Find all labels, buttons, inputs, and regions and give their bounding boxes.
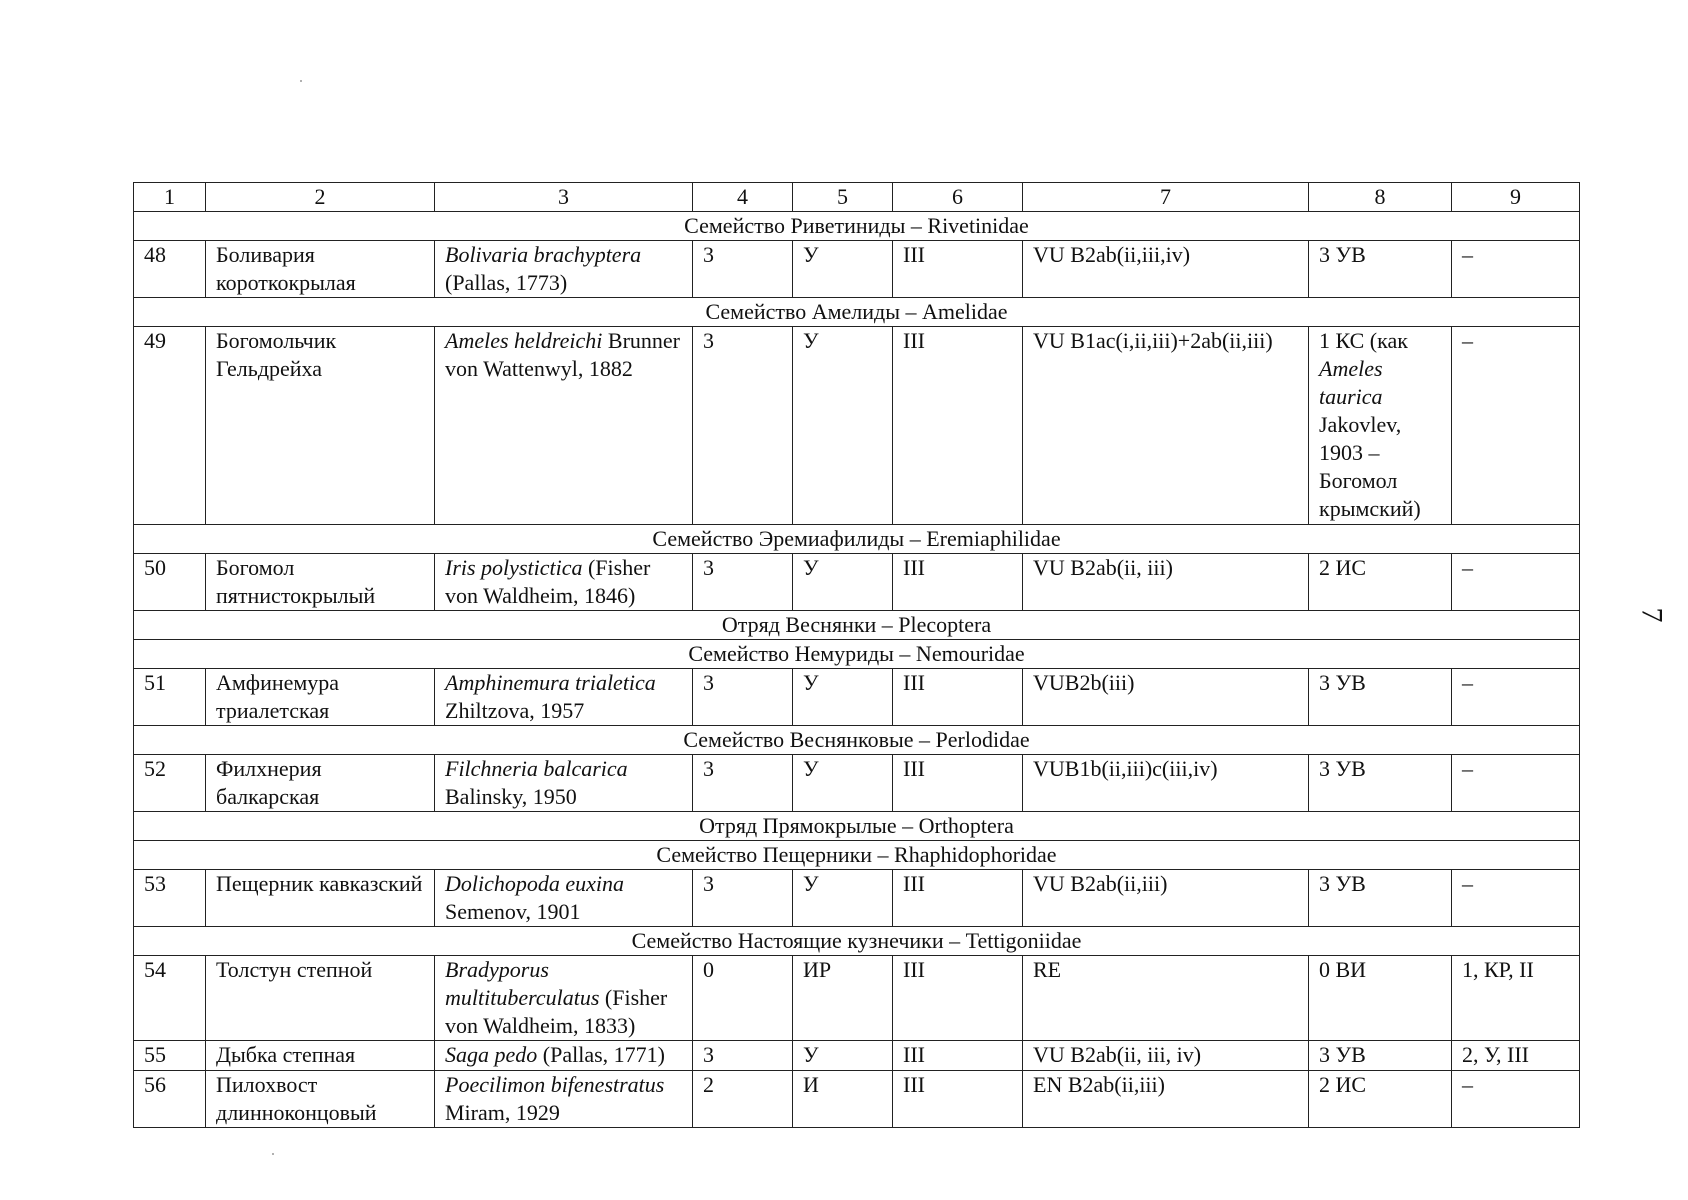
section-row xyxy=(134,812,1580,841)
latin-name-cell xyxy=(435,554,693,611)
cell-col6: III xyxy=(893,669,1023,726)
cell-col6: III xyxy=(893,956,1023,1041)
page-number: 7 xyxy=(1635,607,1669,623)
latin-name: Amphinemura trialetica xyxy=(445,670,656,695)
section-heading: Семейство Веснянковые – Perlodidae xyxy=(134,726,1580,755)
russian-name: Богомол пятнистокрылый xyxy=(206,554,435,611)
cell-col5: У xyxy=(793,554,893,611)
author-citation: Miram, 1929 xyxy=(445,1100,560,1125)
row-number: 52 xyxy=(134,755,206,812)
cell-col9: – xyxy=(1452,870,1580,927)
table-row xyxy=(134,669,1580,726)
cell-col9: 2, У, III xyxy=(1452,1041,1580,1071)
table-row xyxy=(134,327,1580,525)
cell-col4: 0 xyxy=(693,956,793,1041)
scan-speck xyxy=(300,80,302,82)
synonym-latin-name: Ameles taurica xyxy=(1319,356,1383,409)
author-citation: (Pallas, 1773) xyxy=(445,270,568,295)
section-row xyxy=(134,640,1580,669)
cell-col8: 2 ИС xyxy=(1309,554,1452,611)
russian-name: Богомольчик Гельдрейха xyxy=(206,327,435,525)
cell-col4: 3 xyxy=(693,241,793,298)
cell-col9: 1, КР, II xyxy=(1452,956,1580,1041)
cell-col7: RE xyxy=(1023,956,1309,1041)
cell-col8: 3 УВ xyxy=(1309,669,1452,726)
synonym-author: Jakovlev, 1903 – Богомол крымский) xyxy=(1319,412,1421,521)
row-number: 48 xyxy=(134,241,206,298)
cell-col7: VU B2ab(ii, iii) xyxy=(1023,554,1309,611)
cell-col9: – xyxy=(1452,241,1580,298)
section-row xyxy=(134,726,1580,755)
cell-col7: VUB2b(iii) xyxy=(1023,669,1309,726)
cell-col4: 3 xyxy=(693,1041,793,1071)
cell-col8 xyxy=(1309,327,1452,525)
author-citation: Zhiltzova, 1957 xyxy=(445,698,585,723)
latin-name-cell xyxy=(435,241,693,298)
latin-name: Poecilimon bifenestratus xyxy=(445,1072,665,1097)
column-header: 6 xyxy=(893,183,1023,212)
cell-col4: 3 xyxy=(693,755,793,812)
section-row xyxy=(134,841,1580,870)
latin-name-cell xyxy=(435,1041,693,1071)
column-header: 8 xyxy=(1309,183,1452,212)
cell-col6: III xyxy=(893,327,1023,525)
cell-col6: III xyxy=(893,1041,1023,1071)
table-row xyxy=(134,870,1580,927)
author-citation: (Pallas, 1771) xyxy=(542,1042,665,1067)
cell-col5: И xyxy=(793,1071,893,1128)
cell-col9: – xyxy=(1452,327,1580,525)
cell-col8: 3 УВ xyxy=(1309,241,1452,298)
column-header: 7 xyxy=(1023,183,1309,212)
column-number-row xyxy=(134,183,1580,212)
row-number: 54 xyxy=(134,956,206,1041)
scan-speck xyxy=(272,1153,274,1155)
column-header: 4 xyxy=(693,183,793,212)
cell-col6: III xyxy=(893,755,1023,812)
table-row xyxy=(134,1041,1580,1071)
section-heading: Семейство Риветиниды – Rivetinidae xyxy=(134,212,1580,241)
latin-name: Filchneria balcarica xyxy=(445,756,628,781)
cell-col6: III xyxy=(893,554,1023,611)
cell-col6: III xyxy=(893,870,1023,927)
cell-col5: У xyxy=(793,327,893,525)
cell-col4: 2 xyxy=(693,1071,793,1128)
cell-col8: 3 УВ xyxy=(1309,1041,1452,1071)
cell-col8: 0 ВИ xyxy=(1309,956,1452,1041)
column-header: 5 xyxy=(793,183,893,212)
russian-name: Толстун степной xyxy=(206,956,435,1041)
cell-col7: VU B1ac(i,ii,iii)+2ab(ii,iii) xyxy=(1023,327,1309,525)
latin-name-cell xyxy=(435,870,693,927)
latin-name-cell xyxy=(435,669,693,726)
author-citation: (Fisher von Waldheim, 1846) xyxy=(445,555,651,608)
russian-name: Амфинемура триалетская xyxy=(206,669,435,726)
row-number: 49 xyxy=(134,327,206,525)
row-number: 50 xyxy=(134,554,206,611)
cell-col7: VUB1b(ii,iii)c(iii,iv) xyxy=(1023,755,1309,812)
cell-col9: – xyxy=(1452,554,1580,611)
cell-col8: 3 УВ xyxy=(1309,870,1452,927)
section-heading: Семейство Немуриды – Nemouridae xyxy=(134,640,1580,669)
cell-col5: ИР xyxy=(793,956,893,1041)
cell-col9: – xyxy=(1452,1071,1580,1128)
section-heading: Семейство Амелиды – Amelidae xyxy=(134,298,1580,327)
cell-col9: – xyxy=(1452,755,1580,812)
cell-col9: – xyxy=(1452,669,1580,726)
section-row xyxy=(134,927,1580,956)
section-row xyxy=(134,611,1580,640)
row-number: 53 xyxy=(134,870,206,927)
cell-col4: 3 xyxy=(693,554,793,611)
russian-name: Филхнерия балкарская xyxy=(206,755,435,812)
cell-col5: У xyxy=(793,755,893,812)
order-heading: Отряд Прямокрылые – Orthoptera xyxy=(134,812,1580,841)
author-citation: Semenov, 1901 xyxy=(445,899,581,924)
cell-col6: III xyxy=(893,1071,1023,1128)
section-row xyxy=(134,212,1580,241)
latin-name-cell xyxy=(435,1071,693,1128)
row-number: 55 xyxy=(134,1041,206,1071)
cell-col7: VU B2ab(ii,iii,iv) xyxy=(1023,241,1309,298)
table-row xyxy=(134,554,1580,611)
cell-col4: 3 xyxy=(693,327,793,525)
cell-col6: III xyxy=(893,241,1023,298)
table-row xyxy=(134,956,1580,1041)
russian-name: Боливария короткокрылая xyxy=(206,241,435,298)
column-header: 2 xyxy=(206,183,435,212)
section-heading: Семейство Пещерники – Rhaphidophoridae xyxy=(134,841,1580,870)
cell-col7: VU B2ab(ii, iii, iv) xyxy=(1023,1041,1309,1071)
category-text: 1 КС (как xyxy=(1319,328,1408,353)
table-row xyxy=(134,1071,1580,1128)
cell-col5: У xyxy=(793,669,893,726)
section-heading: Семейство Настоящие кузнечики – Tettigoniidae xyxy=(134,927,1580,956)
latin-name-cell xyxy=(435,956,693,1041)
cell-col5: У xyxy=(793,870,893,927)
author-citation: (Fisher von Waldheim, 1833) xyxy=(445,985,668,1038)
cell-col7: EN B2ab(ii,iii) xyxy=(1023,1071,1309,1128)
cell-col5: У xyxy=(793,241,893,298)
cell-col8: 2 ИС xyxy=(1309,1071,1452,1128)
latin-name: Bradyporus multituberculatus xyxy=(445,957,600,1010)
latin-name: Bolivaria brachyptera xyxy=(445,242,642,267)
latin-name: Dolichopoda euxina xyxy=(445,871,625,896)
red-book-table xyxy=(133,182,1580,1128)
russian-name: Дыбка степная xyxy=(206,1041,435,1071)
latin-name-cell xyxy=(435,327,693,525)
author-citation: Balinsky, 1950 xyxy=(445,784,577,809)
latin-name: Iris polystictica xyxy=(445,555,583,580)
author-citation: Brunner von Wattenwyl, 1882 xyxy=(445,328,680,381)
russian-name: Пещерник кавказский xyxy=(206,870,435,927)
column-header: 9 xyxy=(1452,183,1580,212)
order-heading: Отряд Веснянки – Plecoptera xyxy=(134,611,1580,640)
cell-col7: VU B2ab(ii,iii) xyxy=(1023,870,1309,927)
latin-name: Saga pedo xyxy=(445,1042,538,1067)
latin-name-cell xyxy=(435,755,693,812)
cell-col5: У xyxy=(793,1041,893,1071)
column-header: 1 xyxy=(134,183,206,212)
cell-col4: 3 xyxy=(693,870,793,927)
section-heading: Семейство Эремиафилиды – Eremiaphilidae xyxy=(134,525,1580,554)
section-row xyxy=(134,525,1580,554)
russian-name: Пилохвост длинноконцовый xyxy=(206,1071,435,1128)
cell-col4: 3 xyxy=(693,669,793,726)
column-header: 3 xyxy=(435,183,693,212)
row-number: 56 xyxy=(134,1071,206,1128)
latin-name: Ameles heldreichi xyxy=(445,328,603,353)
section-row xyxy=(134,298,1580,327)
cell-col8: 3 УВ xyxy=(1309,755,1452,812)
row-number: 51 xyxy=(134,669,206,726)
table-row xyxy=(134,755,1580,812)
table-row xyxy=(134,241,1580,298)
